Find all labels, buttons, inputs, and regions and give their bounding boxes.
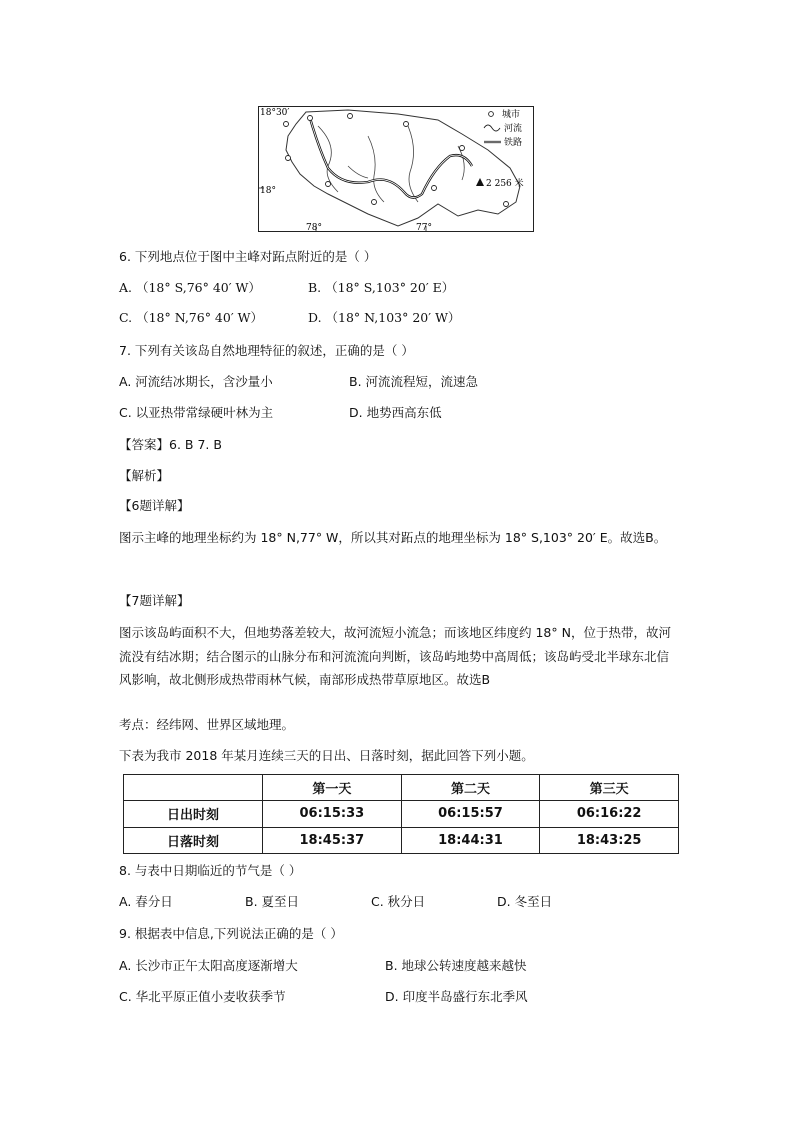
q8-option-c: C. 秋分日 (371, 894, 426, 909)
table-row: 日落时刻 18:45:37 18:44:31 18:43:25 (124, 827, 679, 853)
svg-text:河流: 河流 (504, 124, 523, 134)
answer-line: 【答案】6. B 7. B (119, 437, 222, 452)
q6-option-c: C. （18° N,76° 40′ W） (119, 310, 264, 325)
q9-option-d: D. 印度半岛盛行东北季风 (385, 989, 528, 1004)
q7-option-a: A. 河流结冰期长，含沙量小 (119, 374, 273, 389)
analysis-label: 【解析】 (119, 468, 170, 483)
q7-option-d: D. 地势西高东低 (349, 405, 442, 420)
table-intro: 下表为我市 2018 年某月连续三天的日出、日落时刻，据此回答下列小题。 (119, 748, 534, 763)
q8-stem: 8. 与表中日期临近的节气是（ ） (119, 863, 302, 878)
q9-option-c: C. 华北平原正值小麦收获季节 (119, 989, 286, 1004)
lat-top-label: 18°30′ (260, 108, 290, 118)
q7-stem: 7. 下列有关该岛自然地理特征的叙述，正确的是（ ） (119, 343, 414, 358)
kaodian-line: 考点：经纬网、世界区域地理。 (119, 717, 295, 732)
table-row: 日出时刻 06:15:33 06:15:57 06:16:22 (124, 801, 679, 827)
q6-option-a: A. （18° S,76° 40′ W） (119, 280, 261, 295)
lon-right-label: 77° (416, 223, 432, 232)
header-day-1: 第一天 (263, 775, 402, 801)
lon-left-label: 78° (306, 223, 322, 232)
q6-option-b: B. （18° S,103° 20′ E） (308, 280, 455, 295)
q7-detail-text: 图示该岛屿面积不大，但地势落差较大，故河流短小流急；而该地区纬度约 18° N，位于热带，故河流没有结冰期；结合图示的山脉分布和河流流向判断，该岛屿地势中高周低；该岛屿受北半球东北信风影响，故北侧形成热带雨林气候，南部形成热带草原地区。故选B (119, 625, 671, 687)
island-map (258, 106, 534, 232)
lat-mid-label: 18° (260, 186, 276, 196)
q8-option-d: D. 冬至日 (497, 894, 553, 909)
q7-option-c: C. 以亚热带常绿硬叶林为主 (119, 405, 274, 420)
q8-option-b: B. 夏至日 (245, 894, 300, 909)
table-header-row (124, 775, 679, 801)
q7-detail-label: 【7题详解】 (119, 593, 190, 608)
q9-stem: 9. 根据表中信息,下列说法正确的是（ ） (119, 926, 343, 941)
svg-text:铁路: 铁路 (504, 138, 523, 148)
q7-option-b: B. 河流流程短，流速急 (349, 374, 479, 389)
header-day-2: 第二天 (401, 775, 540, 801)
svg-text:城市: 城市 (502, 110, 521, 120)
q6-detail-label: 【6题详解】 (119, 498, 190, 513)
q9-option-b: B. 地球公转速度越来越快 (385, 958, 527, 973)
q9-option-a: A. 长沙市正午太阳高度逐渐增大 (119, 958, 298, 973)
q6-stem: 6. 下列地点位于图中主峰对跖点附近的是（ ） (119, 249, 377, 264)
sun-times-table (123, 774, 679, 854)
q6-detail-text: 图示主峰的地理坐标约为 18° N,77° W，所以其对跖点的地理坐标为 18° S,103° 20′ E。故选B。 (119, 530, 667, 545)
q6-option-d: D. （18° N,103° 20′ W） (308, 310, 461, 325)
header-day-3: 第三天 (540, 775, 679, 801)
peak-label: 2 256 米 (486, 179, 524, 189)
q8-option-a: A. 春分日 (119, 894, 173, 909)
